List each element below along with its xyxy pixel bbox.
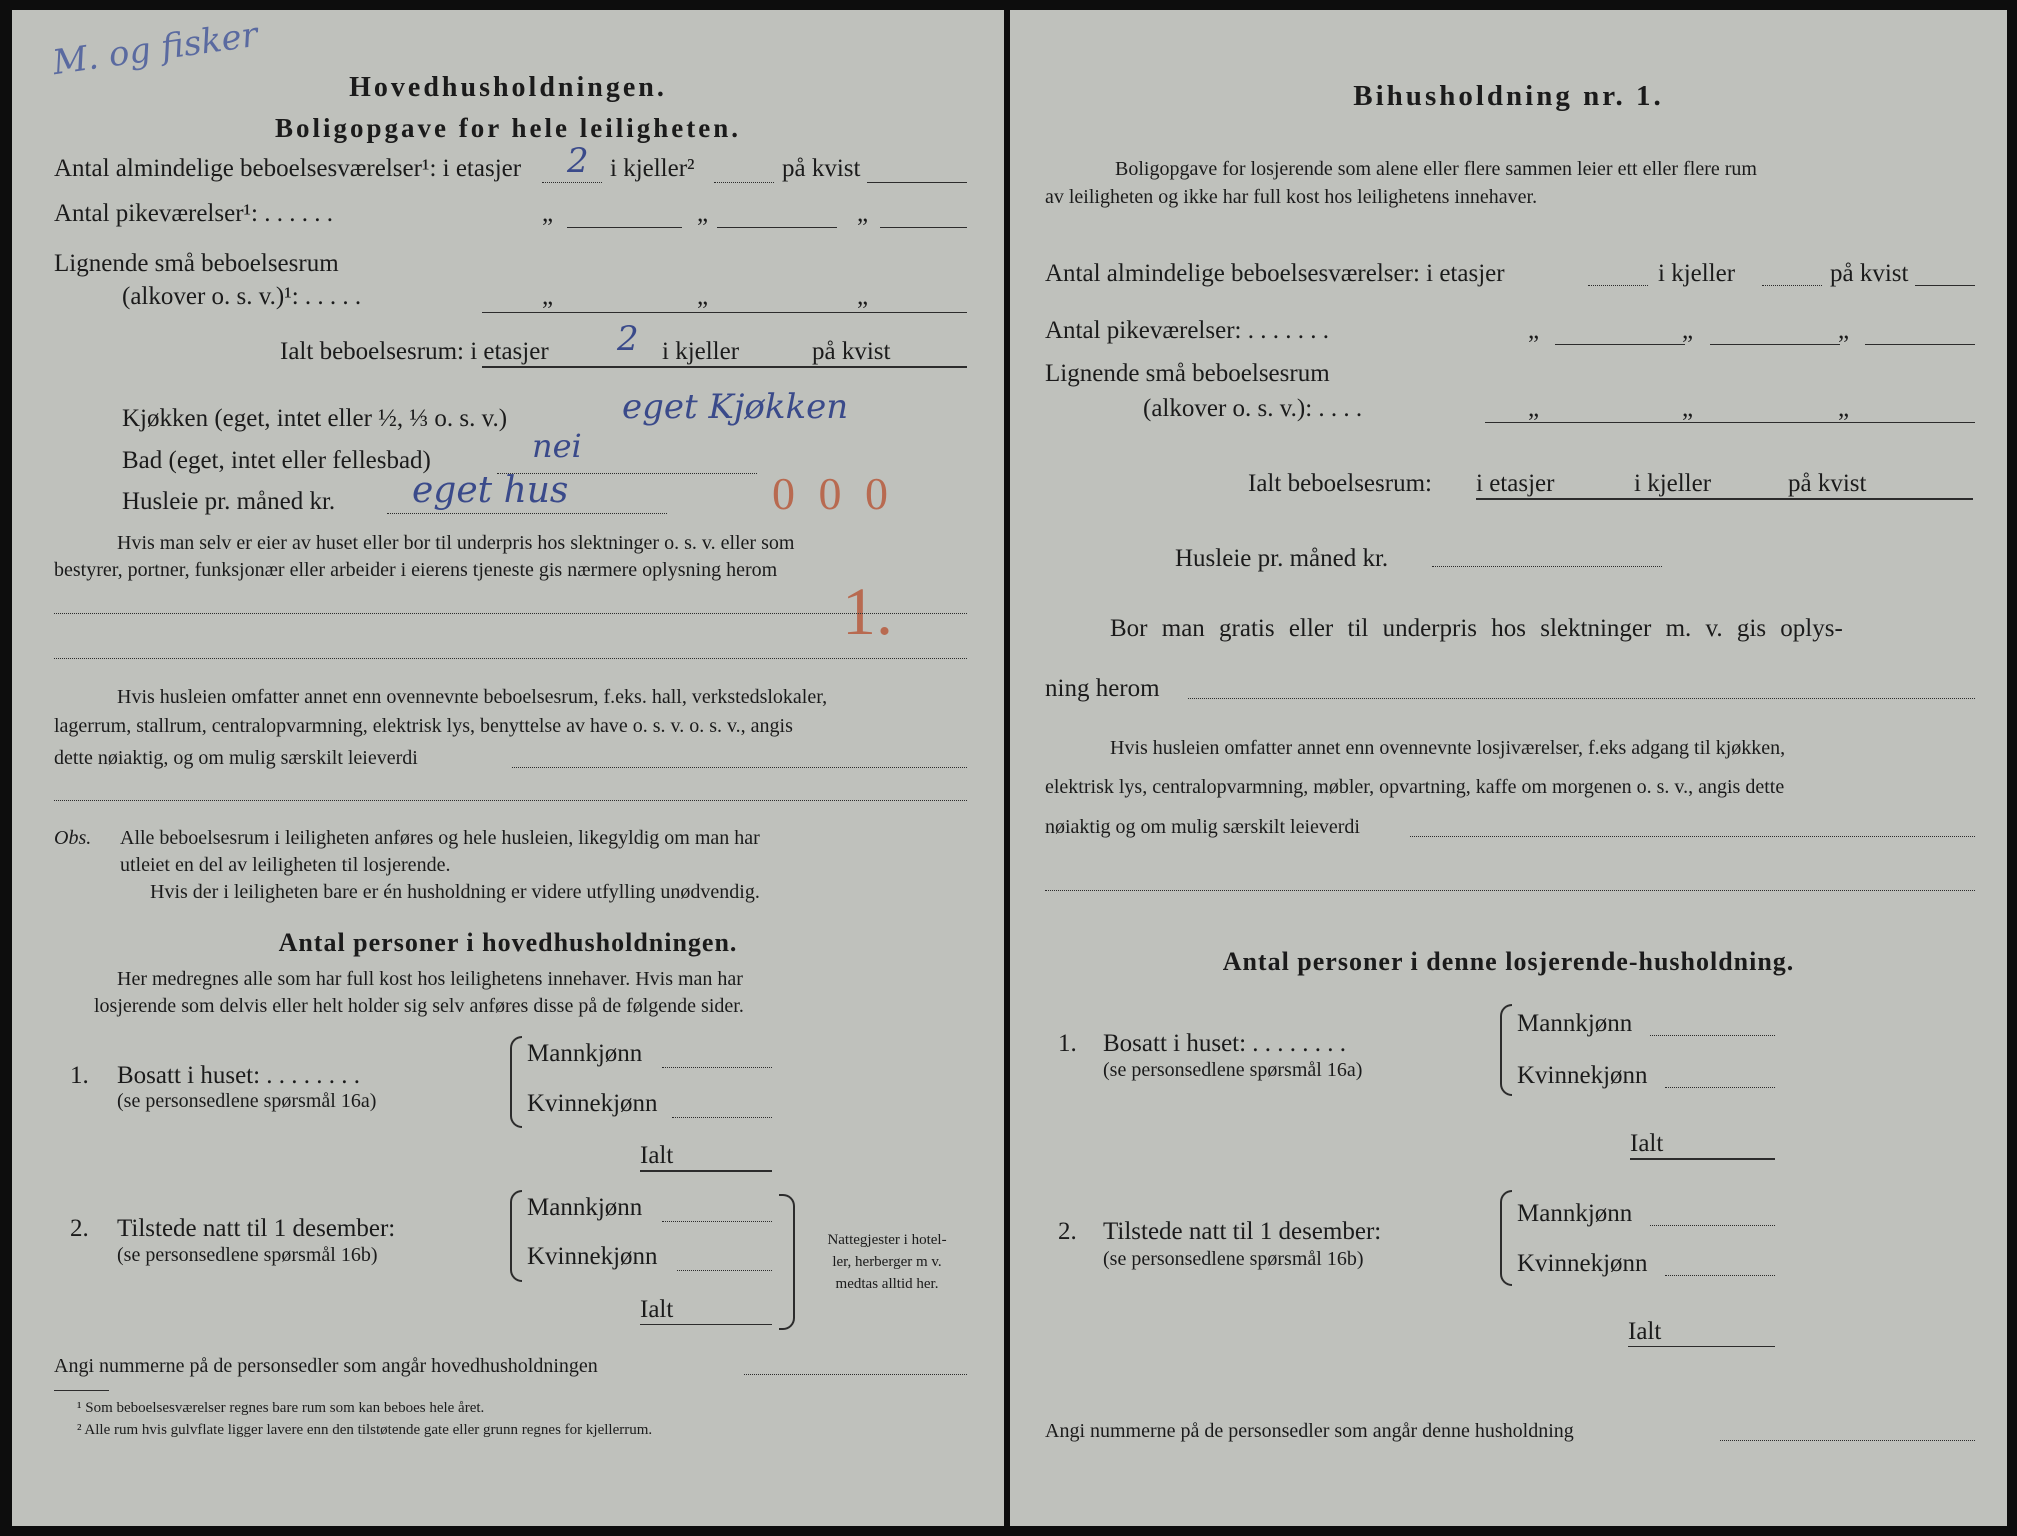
q1-sub: (se personsedlene spørsmål 16a) <box>117 1090 377 1112</box>
q2-mann-field[interactable] <box>1650 1225 1775 1226</box>
pike-kvist-field[interactable] <box>1865 344 1975 345</box>
omfatter-field-1[interactable] <box>512 767 967 768</box>
kjokken-value: eget Kjøkken <box>622 387 849 427</box>
q1-ialt-label: Ialt <box>640 1142 674 1169</box>
ialt-etasjer-label: i etasjer <box>1476 470 1555 497</box>
q2-ialt-field[interactable] <box>640 1324 772 1325</box>
q2-mann-field[interactable] <box>662 1221 772 1222</box>
row-alkover-label: (alkover o. s. v.)¹: . . . . . <box>122 283 362 310</box>
q1-sub: (se personsedlene spørsmål 16a) <box>1103 1059 1363 1081</box>
ditto-mark: „ <box>857 200 869 227</box>
etasjer-field[interactable] <box>1588 285 1648 286</box>
pike-kjeller-field[interactable] <box>717 227 837 228</box>
q1-mann-field[interactable] <box>662 1067 772 1068</box>
kvist-field[interactable] <box>1915 285 1975 286</box>
obs-text-3: Hvis der i leiligheten bare er én husholdning er videre utfylling unødvendig. <box>150 881 760 903</box>
intro-text-1: Boligopgave for losjerende som alene eller flere sammen leier ett eller flere rum <box>1115 158 1757 180</box>
eier-text-1: Hvis man selv er eier av huset eller bor til underpris hos slektninger o. s. v. eller som <box>117 532 795 554</box>
eier-text-2: bestyrer, portner, funksjonær eller arbeider i eierens tjeneste gis nærmere oplysning herom <box>54 559 778 581</box>
q2-label: Tilstede natt til 1 desember: <box>1103 1218 1382 1245</box>
omfatter-text-2: lagerrum, stallrum, centralopvarmning, elektrisk lys, benyttelse av have o. s. v. o. s. v., angis <box>54 715 793 737</box>
antal-title: Antal personer i hovedhusholdningen. <box>278 928 738 957</box>
husleie-value: eget hus <box>412 470 569 511</box>
angi-field[interactable] <box>744 1374 967 1375</box>
footnote-divider <box>54 1390 109 1391</box>
obs-text-1: Alle beboelsesrum i leiligheten anføres og hele husleien, likegyldig om man har <box>120 827 760 849</box>
q2-label: Tilstede natt til 1 desember: <box>117 1215 396 1242</box>
left-page <box>12 10 1004 1526</box>
q2-mann-label: Mannkjønn <box>527 1194 643 1221</box>
husleie-field[interactable] <box>387 513 667 514</box>
ialt-kvist-label: på kvist <box>812 338 891 365</box>
ditto-mark: „ <box>1528 317 1540 344</box>
footnote-1: ¹ Som beboelsesværelser regnes bare rum som kan beboes hele året. <box>77 1400 485 1416</box>
ialt-label: Ialt beboelsesrum: i etasjer <box>280 338 549 365</box>
q1-brace <box>510 1036 522 1128</box>
q1-label: Bosatt i huset: . . . . . . . . <box>1103 1030 1347 1057</box>
q1-ialt-field[interactable] <box>640 1170 772 1172</box>
q1-number: 1. <box>1058 1030 1077 1057</box>
kjeller-field[interactable] <box>1762 285 1822 286</box>
omfatter-text-2: elektrisk lys, centralopvarmning, møbler, opvartning, kaffe om morgenen o. s. v., angis dette <box>1045 776 1785 798</box>
q1-kvinne-field[interactable] <box>1665 1087 1775 1088</box>
bad-value: nei <box>532 427 582 465</box>
ditto-mark: „ <box>857 283 869 310</box>
etasjer-value: 2 <box>567 141 589 181</box>
omfatter-field-2[interactable] <box>1045 890 1975 891</box>
row-alkover-label: (alkover o. s. v.): . . . . <box>1143 395 1363 422</box>
obs-text-2: utleiet en del av leiligheten til losjerende. <box>120 854 451 876</box>
alkover-field[interactable] <box>1485 422 1975 423</box>
row-almindelige-label: Antal almindelige beboelsesværelser¹: i etasjer <box>54 155 522 182</box>
pike-kvist-field[interactable] <box>880 227 967 228</box>
omfatter-field-2[interactable] <box>54 800 967 801</box>
ialt-field[interactable] <box>1476 498 1973 500</box>
q1-ialt-field[interactable] <box>1630 1158 1775 1160</box>
ditto-mark: „ <box>697 200 709 227</box>
q1-brace <box>1500 1004 1512 1096</box>
ditto-mark: „ <box>697 283 709 310</box>
q2-mann-label: Mannkjønn <box>1517 1200 1633 1227</box>
row-almindelige-label: Antal almindelige beboelsesværelser: i etasjer <box>1045 260 1505 287</box>
page-subtitle: Boligopgave for hele leiligheten. <box>275 113 741 143</box>
angi-label: Angi nummerne på de personsedler som angår hovedhusholdningen <box>54 1355 598 1377</box>
q2-kvinne-label: Kvinnekjønn <box>527 1243 658 1270</box>
row-pike-label: Antal pikeværelser: . . . . . . . <box>1045 317 1329 344</box>
q2-kvinne-field[interactable] <box>677 1270 772 1271</box>
q1-mann-field[interactable] <box>1650 1035 1775 1036</box>
q1-label: Bosatt i huset: . . . . . . . . <box>117 1062 361 1089</box>
gratis-field[interactable] <box>1188 698 1975 699</box>
page-title: Bihusholdning nr. 1. <box>1353 80 1664 112</box>
q1-mann-label: Mannkjønn <box>527 1040 643 1067</box>
kjeller-label: i kjeller <box>1658 260 1736 287</box>
antal-text-1: Her medregnes alle som har full kost hos leilighetens innehaver. Hvis man har <box>117 968 743 990</box>
omfatter-text-3: nøiaktig og om mulig særskilt leieverdi <box>1045 816 1360 838</box>
ialt-kvist-label: på kvist <box>1788 470 1867 497</box>
kjokken-label: Kjøkken (eget, intet eller ½, ⅓ o. s. v.) <box>122 405 508 432</box>
page-title: Hovedhusholdningen. <box>349 72 667 103</box>
eier-field-1[interactable] <box>54 613 967 614</box>
q2-brace <box>510 1190 522 1282</box>
row-lignende-label: Lignende små beboelsesrum <box>1045 360 1330 387</box>
q1-number: 1. <box>70 1062 89 1089</box>
q1-kvinne-label: Kvinnekjønn <box>527 1090 658 1117</box>
ialt-kjeller-label: i kjeller <box>1634 470 1712 497</box>
husleie-label: Husleie pr. måned kr. <box>1175 545 1389 572</box>
q1-mann-label: Mannkjønn <box>1517 1010 1633 1037</box>
row-pike-label: Antal pikeværelser¹: . . . . . . <box>54 200 333 227</box>
ialt-etasjer-value: 2 <box>617 319 639 359</box>
husleie-field[interactable] <box>1432 566 1662 567</box>
ditto-mark: „ <box>1682 395 1694 422</box>
nattegjester-line: ler, herberger m v. <box>832 1253 942 1270</box>
antal-text-2: losjerende som delvis eller helt holder sig selv anføres disse på de følgende sider. <box>94 995 744 1017</box>
alkover-field[interactable] <box>482 312 967 313</box>
ialt-label: Ialt beboelsesrum: <box>1248 470 1432 497</box>
omfatter-text-1: Hvis husleien omfatter annet enn ovennevnte beboelsesrum, f.eks. hall, verkstedslokaler, <box>117 686 828 708</box>
ialt-field[interactable] <box>482 366 967 368</box>
nattegjester-note <box>802 1230 972 1295</box>
husleie-label: Husleie pr. måned kr. <box>122 488 336 515</box>
ditto-mark: „ <box>542 200 554 227</box>
angi-label: Angi nummerne på de personsedler som angår denne husholdning <box>1045 1420 1574 1442</box>
nattegjester-line: Nattegjester i hotel- <box>827 1232 947 1248</box>
intro-text-2: av leiligheten og ikke har full kost hos leilighetens innehaver. <box>1045 186 1538 208</box>
pike-etasjer-field[interactable] <box>567 227 682 228</box>
ialt-kjeller-label: i kjeller <box>662 338 740 365</box>
q2-number: 2. <box>70 1215 89 1242</box>
q2-kvinne-label: Kvinnekjønn <box>1517 1250 1648 1277</box>
omfatter-text-3: dette nøiaktig, og om mulig særskilt leieverdi <box>54 747 418 769</box>
q1-ialt-label: Ialt <box>1630 1130 1664 1157</box>
ditto-mark: „ <box>1838 317 1850 344</box>
red-mark: 1. <box>842 573 893 649</box>
omfatter-field-1[interactable] <box>1410 836 1975 837</box>
footnote-2: ² Alle rum hvis gulvflate ligger lavere enn den tilstøtende gate eller grunn regnes for kjellerrum. <box>77 1422 653 1438</box>
q2-sub: (se personsedlene spørsmål 16b) <box>1103 1248 1364 1270</box>
q2-ialt-label: Ialt <box>1628 1318 1662 1345</box>
ditto-mark: „ <box>542 283 554 310</box>
angi-field[interactable] <box>1720 1440 1975 1441</box>
omfatter-text-1: Hvis husleien omfatter annet enn ovennevnte losjiværelser, f.eks adgang til kjøkken, <box>1110 737 1786 759</box>
bad-label: Bad (eget, intet eller fellesbad) <box>122 447 431 474</box>
q1-kvinne-field[interactable] <box>672 1117 772 1118</box>
antal-title: Antal personer i denne losjerende-husholdning. <box>1222 947 1795 976</box>
kvist-label: på kvist <box>1830 260 1909 287</box>
nattegjester-brace <box>779 1194 795 1330</box>
nattegjester-line: medtas alltid her. <box>835 1275 939 1292</box>
q1-kvinne-label: Kvinnekjønn <box>1517 1062 1648 1089</box>
etasjer-field[interactable] <box>542 182 602 183</box>
eier-field-2[interactable] <box>54 658 967 659</box>
pike-etasjer-field[interactable] <box>1555 344 1685 345</box>
ditto-mark: „ <box>1528 395 1540 422</box>
kjeller-field[interactable] <box>714 182 774 183</box>
pike-kjeller-field[interactable] <box>1710 344 1840 345</box>
q2-number: 2. <box>1058 1218 1077 1245</box>
obs-label: Obs. <box>54 827 92 849</box>
right-page <box>1010 10 2007 1526</box>
ditto-mark: „ <box>1682 317 1694 344</box>
ditto-mark: „ <box>1838 395 1850 422</box>
q2-ialt-field[interactable] <box>1628 1346 1775 1347</box>
q2-sub: (se personsedlene spørsmål 16b) <box>117 1244 378 1266</box>
handwritten-note: M. og fisker <box>50 14 261 84</box>
gratis-text-1: Bor man gratis eller til underpris hos slektninger m. v. gis oplys- <box>1110 615 1843 642</box>
q2-ialt-label: Ialt <box>640 1296 674 1323</box>
gratis-text-2: ning herom <box>1045 675 1160 702</box>
kvist-label: på kvist <box>782 155 861 182</box>
q2-brace <box>1500 1190 1512 1286</box>
q2-kvinne-field[interactable] <box>1665 1275 1775 1276</box>
kvist-field[interactable] <box>867 182 967 183</box>
kjeller-label: i kjeller² <box>610 155 695 182</box>
red-mark: 0 0 0 <box>772 468 894 519</box>
row-lignende-label: Lignende små beboelsesrum <box>54 250 339 277</box>
